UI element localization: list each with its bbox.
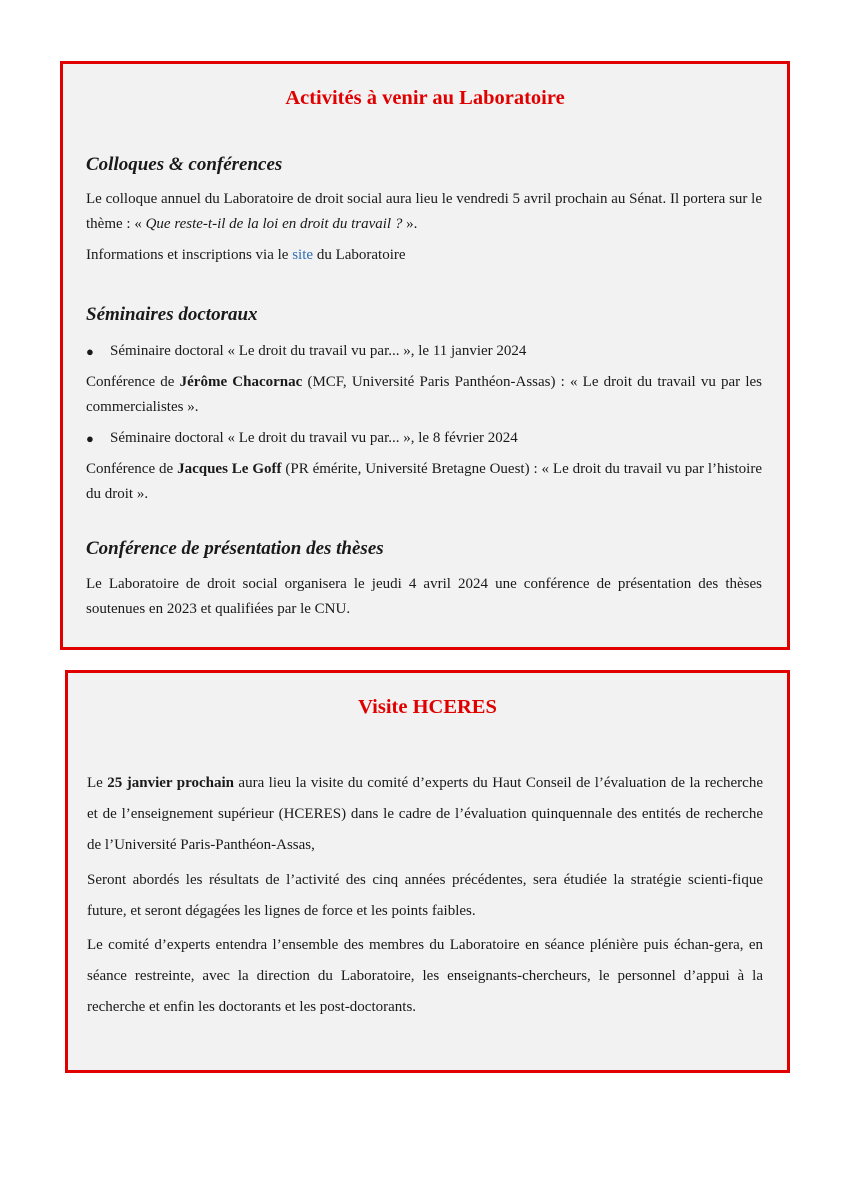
hceres-visit-box xyxy=(65,670,790,1073)
upcoming-activities-box: Activités à venir au Laboratoire Colloques & conférences Le colloque annuel du Laboratoire de droit social aura lieu le vendredi 5 avril prochain au Sénat. Il portera sur le thème : « Que reste-t-il de la loi en droit du travail ? ». Informations et inscriptions via le site du Laboratoire Séminaires doctoraux ● Séminaire doctoral « Le droit du travail vu par... », le 11 janvier 2024 Conférence de Jérôme Chacornac (MCF, Université Paris Panthéon-Assas) : « Le droit du travail vu par les commercialistes ». ● Séminaire doctoral « Le droit du travail vu par... », le 8 février 2024 Conférence de Jacques Le Goff (PR émérite, Université Bretagne Ouest) : « Le droit du travail vu par l’histoire du droit ». Conférence de présentation des thèses Le Laboratoire de droit social organisera le jeudi 4 avril 2024 une conférence de présentation des thèses soutenues en 2023 et qualifiées par le CNU. xyxy=(60,61,790,650)
site-link[interactable]: site xyxy=(292,247,314,263)
box-title: Visite HCERES xyxy=(358,696,497,718)
theses-heading: Conférence de présentation des thèses xyxy=(86,538,384,559)
bullet-icon: ● xyxy=(86,431,94,446)
hceres-paragraph-3: Le comité d’experts entendra l’ensemble des membres du Laboratoire en séance plénière puis échan-gera, en séance restreinte, avec la direction du Laboratoire, les enseignants-chercheurs, le personnel d’appui à la recherche et enfin les doctorants et les post-doctorants. xyxy=(87,937,763,1015)
conference-le-goff: Conférence de Jacques Le Goff (PR émérite, Université Bretagne Ouest) : « Le droit du travail vu par l’histoire du droit ». xyxy=(86,461,762,502)
colloque-paragraph: Le colloque annuel du Laboratoire de droit social aura lieu le vendredi 5 avril prochain au Sénat. Il portera sur le thème : « Que reste-t-il de la loi en droit du travail ? ». xyxy=(86,191,762,232)
seminaires-heading: Séminaires doctoraux xyxy=(86,304,258,325)
info-paragraph: Informations et inscriptions via le site du Laboratoire xyxy=(86,247,406,263)
conference-chacornac: Conférence de Jérôme Chacornac (MCF, Université Paris Panthéon-Assas) : « Le droit du travail vu par les commercialistes ». xyxy=(86,374,762,415)
visit-date: 25 janvier prochain xyxy=(107,775,234,791)
colloques-heading: Colloques & conférences xyxy=(86,154,283,175)
box-title: Activités à venir au Laboratoire xyxy=(285,87,565,109)
hceres-paragraph-1: Le 25 janvier prochain aura lieu la visite du comité d’experts du Haut Conseil de l’évaluation de la recherche et de l’enseignement supérieur (HCERES) dans le cadre de l’évaluation quinquennale des entités de recherche de l’Université Paris-Panthéon-Assas, xyxy=(87,775,763,853)
theses-paragraph: Le Laboratoire de droit social organisera le jeudi 4 avril 2024 une conférence de présentation des thèses soutenues en 2023 et qualifiées par le CNU. xyxy=(86,576,762,617)
bullet-icon: ● xyxy=(86,344,94,359)
colloque-theme: Que reste-t-il de la loi en droit du travail ? xyxy=(145,216,403,232)
speaker-name: Jérôme Chacornac xyxy=(179,374,303,390)
speaker-name: Jacques Le Goff xyxy=(177,461,282,477)
hceres-paragraph-2: Seront abordés les résultats de l’activité des cinq années précédentes, sera étudiée la stratégie scienti-fique future, et seront dégagées les lignes de force et les points faibles. xyxy=(87,872,763,919)
